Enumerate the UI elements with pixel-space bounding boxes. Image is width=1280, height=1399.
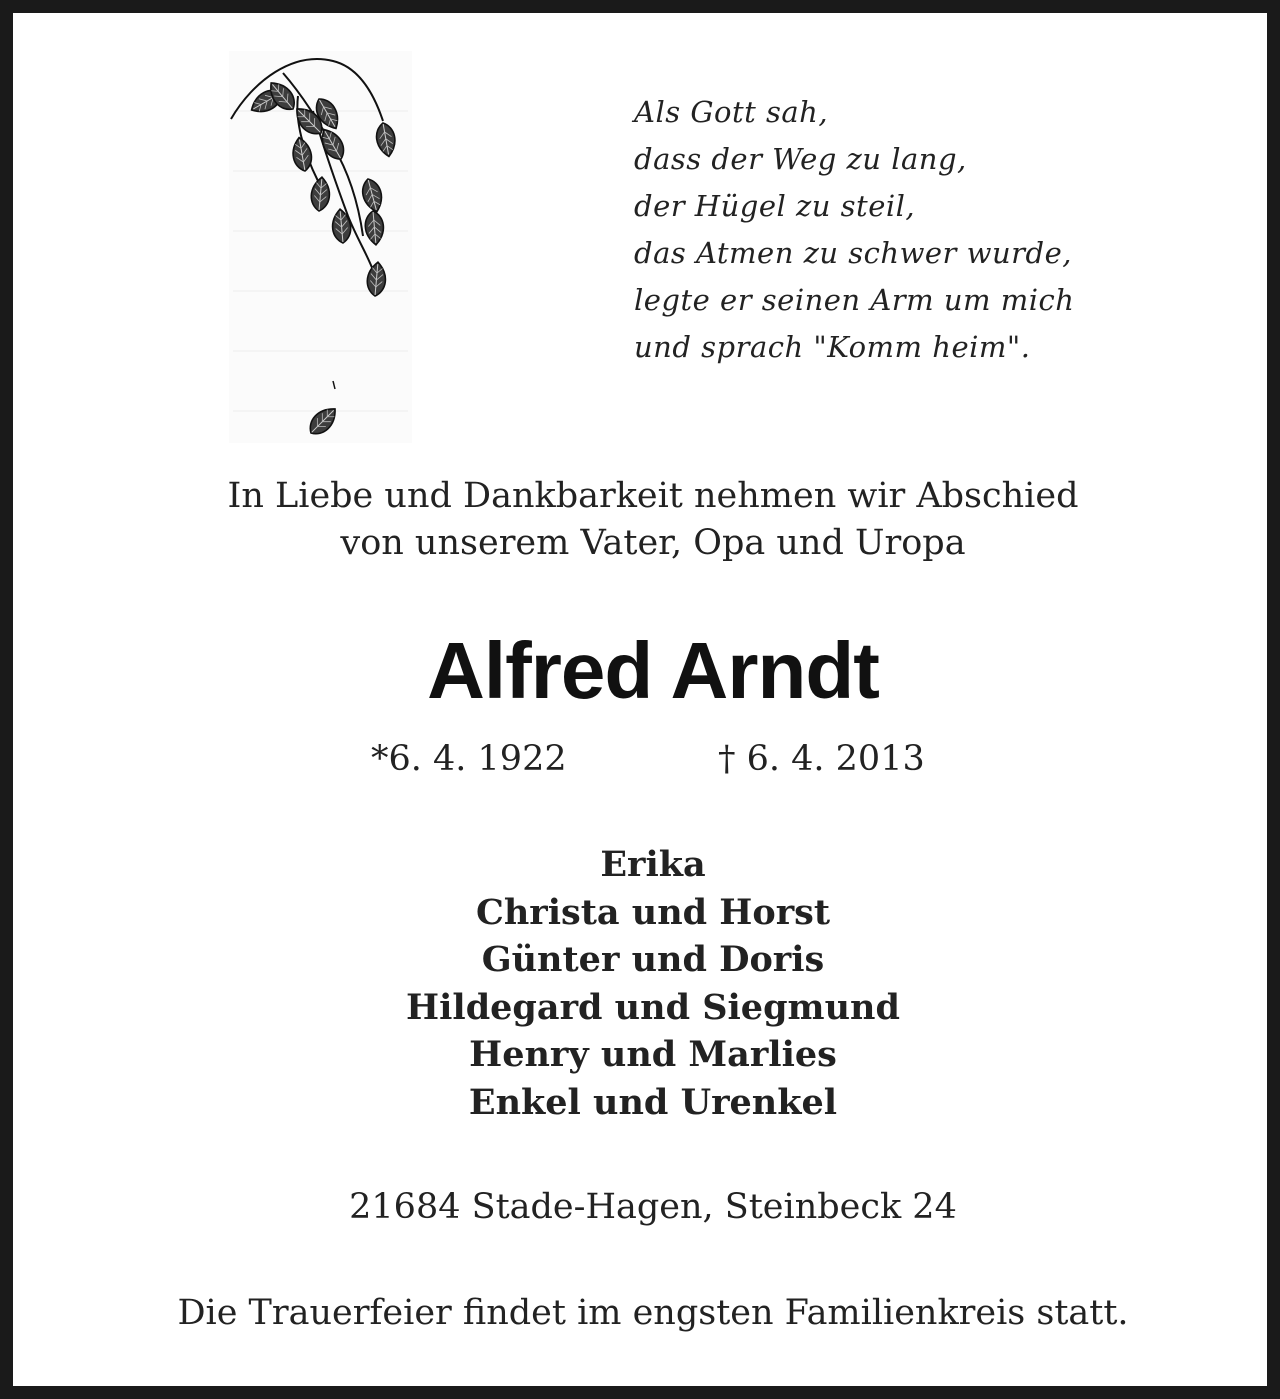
mourner-entry: Christa und Horst (475, 891, 831, 933)
mourners-list (13, 841, 1280, 1126)
intro-text (13, 473, 1280, 567)
mourner-entry: Enkel und Urenkel (468, 1081, 838, 1123)
mourner-entry: Hildegard und Siegmund (406, 986, 900, 1028)
poem-line: dass der Weg zu lang, (634, 142, 967, 176)
poem-line: und sprach "Komm heim". (634, 330, 1031, 364)
poem-line: Als Gott sah, (634, 95, 829, 129)
ceremony-note: Die Trauerfeier findet im engsten Familienkreis statt. (177, 1293, 1129, 1333)
poem-line: legte er seinen Arm um mich (634, 283, 1075, 317)
poem-line: das Atmen zu schwer wurde, (634, 236, 1072, 270)
mourner-entry: Henry und Marlies (469, 1034, 837, 1075)
address: 21684 Stade-Hagen, Steinbeck 24 (349, 1187, 957, 1227)
birth-date: *6. 4. 1922 (371, 739, 567, 779)
intro-line-2: von unserem Vater, Opa und Uropa (340, 523, 966, 563)
death-date: † 6. 4. 2013 (718, 739, 925, 779)
poem-line: der Hügel zu steil, (634, 189, 916, 223)
mourner-entry: Erika (600, 844, 706, 885)
deceased-name: Alfred Arndt (427, 626, 879, 715)
poem (634, 89, 1074, 371)
mourner-entry: Günter und Doris (481, 939, 825, 980)
birch-leaves-icon (223, 51, 418, 446)
intro-line-1: In Liebe und Dankbarkeit nehmen wir Abschied (227, 476, 1079, 516)
